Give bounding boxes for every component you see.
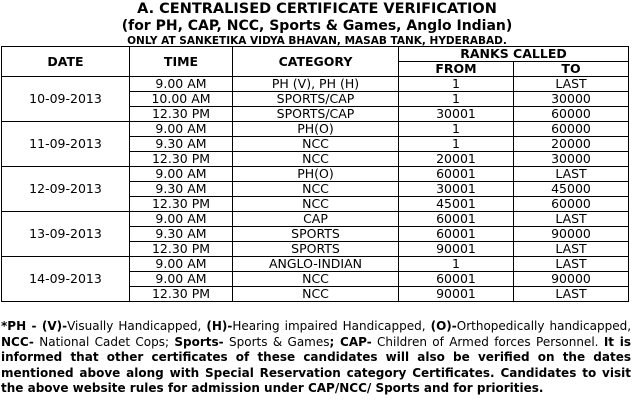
category-cell: ANGLO-INDIAN <box>233 257 399 272</box>
footnote-sports-desc: Sports & Games <box>223 334 330 349</box>
category-cell: NCC <box>233 272 399 287</box>
table-row <box>2 212 629 227</box>
category-cell: SPORTS/CAP <box>233 92 399 107</box>
footnote-ncc-desc: National Cadet Cops; <box>33 334 175 349</box>
table-row <box>2 122 629 137</box>
time-cell: 12.30 PM <box>130 197 233 212</box>
heading-subtitle: (for PH, CAP, NCC, Sports & Games, Anglo Indian) <box>121 18 513 34</box>
to-cell: LAST <box>514 242 629 257</box>
from-cell: 1 <box>399 122 514 137</box>
footnote-ph-term: *PH - (V)- <box>1 319 68 333</box>
category-cell: PH(O) <box>233 167 399 182</box>
time-cell: 12.30 PM <box>130 287 233 302</box>
time-cell: 9.00 AM <box>130 257 233 272</box>
time-cell: 9.00 AM <box>130 167 233 182</box>
header-from: FROM <box>399 62 514 77</box>
to-cell: LAST <box>514 212 629 227</box>
to-cell: 30000 <box>514 152 629 167</box>
date-cell: 12-09-2013 <box>2 167 130 212</box>
heading-title: A. CENTRALISED CERTIFICATE VERIFICATION <box>137 1 497 17</box>
schedule-table <box>1 46 629 302</box>
from-cell: 1 <box>399 77 514 92</box>
to-cell: 60000 <box>514 197 629 212</box>
time-cell: 9.30 AM <box>130 227 233 242</box>
footnote-o-desc: Orthopedically handicapped, <box>456 319 632 333</box>
from-cell: 20001 <box>399 152 514 167</box>
from-cell: 90001 <box>399 287 514 302</box>
from-cell: 90001 <box>399 242 514 257</box>
category-cell: SPORTS <box>233 227 399 242</box>
category-cell: NCC <box>233 197 399 212</box>
header-category: CATEGORY <box>233 47 399 77</box>
time-cell: 9.30 AM <box>130 182 233 197</box>
from-cell: 60001 <box>399 272 514 287</box>
category-cell: NCC <box>233 287 399 302</box>
footnote-sports-term: Sports- <box>174 334 224 349</box>
category-cell: SPORTS/CAP <box>233 107 399 122</box>
time-cell: 12.30 PM <box>130 107 233 122</box>
table-row <box>2 167 629 182</box>
time-cell: 12.30 PM <box>130 152 233 167</box>
footnote-notice: It is informed that other certificates of these candidates will also be verified on the dates mentioned above along with Special Reservation category Certificates. Candidates to visit the above website rules for admission under CAP/NCC/ Sports and for priorities. <box>1 334 631 395</box>
date-cell: 14-09-2013 <box>2 257 130 302</box>
from-cell: 1 <box>399 137 514 152</box>
time-cell: 9.00 AM <box>130 77 233 92</box>
from-cell: 30001 <box>399 107 514 122</box>
to-cell: 45000 <box>514 182 629 197</box>
time-cell: 10.00 AM <box>130 92 233 107</box>
to-cell: 30000 <box>514 92 629 107</box>
from-cell: 45001 <box>399 197 514 212</box>
footnote-o-term: (O)- <box>430 319 457 333</box>
footnote-ncc-term: NCC- <box>1 334 34 349</box>
to-cell: LAST <box>514 77 629 92</box>
from-cell: 1 <box>399 257 514 272</box>
to-cell: 90000 <box>514 227 629 242</box>
time-cell: 9.00 AM <box>130 212 233 227</box>
header-to: TO <box>514 62 629 77</box>
date-cell: 11-09-2013 <box>2 122 130 167</box>
date-cell: 10-09-2013 <box>2 77 130 122</box>
from-cell: 60001 <box>399 167 514 182</box>
date-cell: 13-09-2013 <box>2 212 130 257</box>
footnote-cap-term: CAP- <box>340 334 372 349</box>
schedule-body <box>2 77 629 302</box>
to-cell: 60000 <box>514 107 629 122</box>
footnote-cap-desc: Children of Armed forces Personnel. <box>371 334 604 349</box>
footnote-semicolon: ; <box>329 334 341 349</box>
to-cell: LAST <box>514 167 629 182</box>
to-cell: 60000 <box>514 122 629 137</box>
document-heading <box>0 0 634 48</box>
category-cell: SPORTS <box>233 242 399 257</box>
table-row <box>2 77 629 92</box>
footnote-ph-desc: Visually Handicapped, <box>67 319 207 333</box>
footnote <box>1 319 631 397</box>
category-cell: NCC <box>233 137 399 152</box>
footnote-h-desc: Hearing impaired Handicapped, <box>232 319 431 333</box>
time-cell: 9.00 AM <box>130 272 233 287</box>
heading-venue: ONLY AT SANKETIKA VIDYA BHAVAN, MASAB TANK, HYDERABAD. <box>127 35 507 47</box>
header-date: DATE <box>2 47 130 77</box>
category-cell: NCC <box>233 152 399 167</box>
to-cell: 90000 <box>514 272 629 287</box>
category-cell: PH (V), PH (H) <box>233 77 399 92</box>
to-cell: LAST <box>514 257 629 272</box>
time-cell: 9.30 AM <box>130 137 233 152</box>
header-ranks-called: RANKS CALLED <box>399 47 629 62</box>
to-cell: LAST <box>514 287 629 302</box>
from-cell: 60001 <box>399 227 514 242</box>
category-cell: NCC <box>233 182 399 197</box>
table-row <box>2 257 629 272</box>
from-cell: 60001 <box>399 212 514 227</box>
category-cell: CAP <box>233 212 399 227</box>
time-cell: 12.30 PM <box>130 242 233 257</box>
from-cell: 30001 <box>399 182 514 197</box>
category-cell: PH(O) <box>233 122 399 137</box>
from-cell: 1 <box>399 92 514 107</box>
to-cell: 20000 <box>514 137 629 152</box>
time-cell: 9.00 AM <box>130 122 233 137</box>
header-time: TIME <box>130 47 233 77</box>
footnote-h-term: (H)- <box>206 319 233 333</box>
